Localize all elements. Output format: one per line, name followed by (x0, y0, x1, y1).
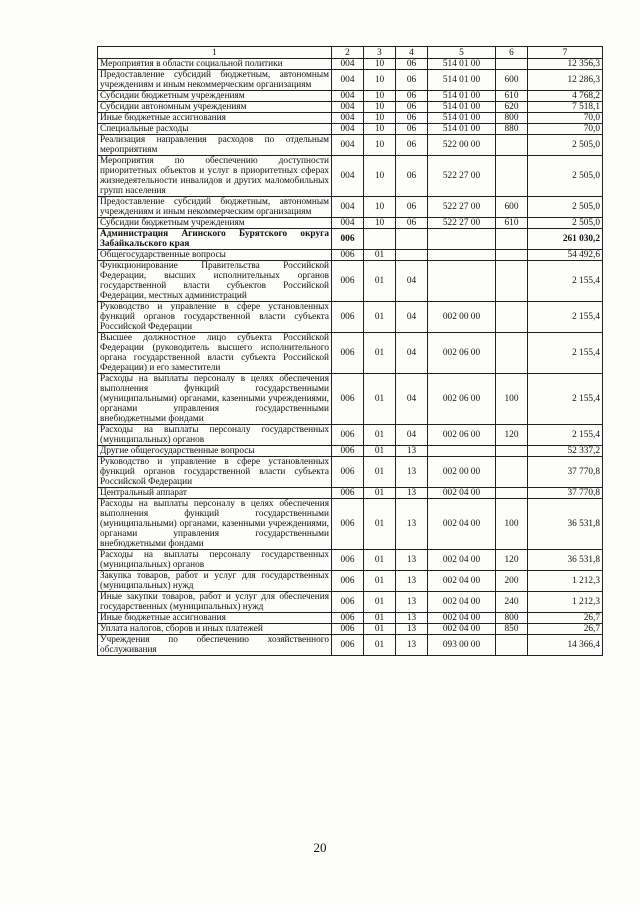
table-row (98, 635, 603, 656)
expense-type-cell (496, 156, 528, 197)
amount-cell: 37 770,8 (528, 457, 603, 488)
target-item-cell: 002 04 00 (428, 571, 496, 592)
subsection-cell: 06 (396, 70, 428, 91)
subsection-cell: 06 (396, 59, 428, 70)
expense-type-cell: 120 (496, 550, 528, 571)
amount-cell: 26,7 (528, 624, 603, 635)
expense-type-cell: 240 (496, 592, 528, 613)
table-row (98, 374, 603, 425)
target-item-cell: 002 04 00 (428, 499, 496, 550)
section-cell: 01 (364, 635, 396, 656)
subsection-cell: 06 (396, 218, 428, 229)
table-row (98, 333, 603, 374)
target-item-cell: 002 00 00 (428, 302, 496, 333)
target-item-cell (428, 229, 496, 250)
target-item-cell: 522 27 00 (428, 156, 496, 197)
expense-type-cell: 600 (496, 70, 528, 91)
section-cell: 01 (364, 374, 396, 425)
table-row (98, 624, 603, 635)
row-name-cell: Расходы на выплаты персоналу в целях обеспечения выполнения функций государственными (муниципальными) органами, казенными учреждениями, органами управления государственными внебюджетными фондами (98, 374, 332, 425)
subsection-cell: 06 (396, 197, 428, 218)
section-cell: 01 (364, 425, 396, 446)
expense-type-cell: 800 (496, 113, 528, 124)
target-item-cell: 002 04 00 (428, 592, 496, 613)
target-item-cell: 514 01 00 (428, 113, 496, 124)
section-cell: 10 (364, 59, 396, 70)
expense-type-cell (496, 457, 528, 488)
table-row (98, 197, 603, 218)
amount-cell: 2 155,4 (528, 261, 603, 302)
section-cell: 01 (364, 250, 396, 261)
amount-cell: 14 366,4 (528, 635, 603, 656)
section-cell: 01 (364, 613, 396, 624)
table-row (98, 457, 603, 488)
expense-type-cell (496, 488, 528, 499)
section-cell: 01 (364, 446, 396, 457)
target-item-cell (428, 250, 496, 261)
amount-cell: 36 531,8 (528, 499, 603, 550)
target-item-cell: 002 06 00 (428, 333, 496, 374)
ministry-code-cell: 004 (332, 197, 364, 218)
ministry-code-cell: 004 (332, 156, 364, 197)
row-name-cell: Расходы на выплаты персоналу государственных (муниципальных) органов (98, 425, 332, 446)
table-row (98, 70, 603, 91)
section-cell: 01 (364, 499, 396, 550)
target-item-cell: 002 06 00 (428, 425, 496, 446)
subsection-cell: 06 (396, 102, 428, 113)
amount-cell: 52 337,2 (528, 446, 603, 457)
target-item-cell: 522 27 00 (428, 197, 496, 218)
ministry-code-cell: 006 (332, 613, 364, 624)
subsection-cell: 13 (396, 592, 428, 613)
target-item-cell: 514 01 00 (428, 70, 496, 91)
subsection-cell: 13 (396, 457, 428, 488)
target-item-cell: 002 04 00 (428, 613, 496, 624)
amount-cell: 1 212,3 (528, 571, 603, 592)
subsection-cell: 13 (396, 499, 428, 550)
section-cell: 01 (364, 488, 396, 499)
subsection-cell: 06 (396, 91, 428, 102)
subsection-cell: 06 (396, 156, 428, 197)
subsection-cell (396, 229, 428, 250)
subsection-cell: 13 (396, 624, 428, 635)
target-item-cell: 002 04 00 (428, 488, 496, 499)
row-name-cell: Мероприятия по обеспечению доступности приоритетных объектов и услуг в приоритетных сферах жизнедеятельности инвалидов и других маломобильных групп населения (98, 156, 332, 197)
amount-cell: 2 505,0 (528, 135, 603, 156)
ministry-code-cell: 006 (332, 446, 364, 457)
row-name-cell: Функционирование Правительства Российской Федерации, высших исполнительных органов государственной власти субъектов Российской Федерации, местных администраций (98, 261, 332, 302)
amount-cell: 261 030,2 (528, 229, 603, 250)
row-name-cell: Субсидии бюджетным учреждениям (98, 91, 332, 102)
subsection-cell: 04 (396, 425, 428, 446)
section-cell: 10 (364, 91, 396, 102)
row-name-cell: Субсидии бюджетным учреждениям (98, 218, 332, 229)
row-name-cell: Предоставление субсидий бюджетным, автономным учреждениям и иным некоммерческим организациям (98, 70, 332, 91)
target-item-cell: 514 01 00 (428, 102, 496, 113)
subsection-cell: 13 (396, 550, 428, 571)
amount-cell: 12 286,3 (528, 70, 603, 91)
section-cell: 10 (364, 124, 396, 135)
subsection-cell: 04 (396, 261, 428, 302)
row-name-cell: Иные бюджетные ассигнования (98, 113, 332, 124)
target-item-cell: 002 04 00 (428, 624, 496, 635)
section-cell: 10 (364, 218, 396, 229)
table-row (98, 571, 603, 592)
ministry-code-cell: 006 (332, 624, 364, 635)
section-cell: 01 (364, 624, 396, 635)
amount-cell: 2 155,4 (528, 425, 603, 446)
expense-type-cell: 100 (496, 499, 528, 550)
row-name-cell: Предоставление субсидий бюджетным, автономным учреждениям и иным некоммерческим организациям (98, 197, 332, 218)
expense-type-cell (496, 135, 528, 156)
table-row (98, 59, 603, 70)
ministry-code-cell: 004 (332, 59, 364, 70)
column-header: 3 (364, 47, 396, 59)
expense-type-cell (496, 250, 528, 261)
ministry-code-cell: 006 (332, 571, 364, 592)
amount-cell: 36 531,8 (528, 550, 603, 571)
ministry-code-cell: 006 (332, 302, 364, 333)
expense-type-cell: 880 (496, 124, 528, 135)
expense-type-cell: 800 (496, 613, 528, 624)
ministry-code-cell: 006 (332, 374, 364, 425)
amount-cell: 2 155,4 (528, 333, 603, 374)
row-name-cell: Мероприятия в области социальной политики (98, 59, 332, 70)
amount-cell: 1 212,3 (528, 592, 603, 613)
target-item-cell: 522 00 00 (428, 135, 496, 156)
expense-type-cell (496, 261, 528, 302)
amount-cell: 2 505,0 (528, 218, 603, 229)
table-body (98, 59, 603, 656)
table-row (98, 446, 603, 457)
amount-cell: 4 768,2 (528, 91, 603, 102)
row-name-cell: Уплата налогов, сборов и иных платежей (98, 624, 332, 635)
target-item-cell (428, 261, 496, 302)
row-name-cell: Субсидии автономным учреждениям (98, 102, 332, 113)
ministry-code-cell: 004 (332, 218, 364, 229)
section-cell: 01 (364, 571, 396, 592)
table-header-row (98, 47, 603, 59)
subsection-cell: 13 (396, 446, 428, 457)
target-item-cell: 514 01 00 (428, 124, 496, 135)
table-row (98, 302, 603, 333)
section-cell: 01 (364, 302, 396, 333)
subsection-cell: 13 (396, 613, 428, 624)
expense-type-cell (496, 635, 528, 656)
subsection-cell: 13 (396, 488, 428, 499)
amount-cell: 37 770,8 (528, 488, 603, 499)
subsection-cell: 06 (396, 135, 428, 156)
table-row (98, 250, 603, 261)
expense-type-cell: 610 (496, 91, 528, 102)
target-item-cell: 002 04 00 (428, 550, 496, 571)
subsection-cell: 04 (396, 333, 428, 374)
ministry-code-cell: 006 (332, 499, 364, 550)
target-item-cell (428, 446, 496, 457)
section-cell: 10 (364, 156, 396, 197)
table-row (98, 425, 603, 446)
ministry-code-cell: 004 (332, 135, 364, 156)
expense-type-cell: 120 (496, 425, 528, 446)
table-row (98, 499, 603, 550)
target-item-cell: 514 01 00 (428, 91, 496, 102)
table-row (98, 488, 603, 499)
column-header: 5 (428, 47, 496, 59)
ministry-code-cell: 006 (332, 333, 364, 374)
table-row (98, 218, 603, 229)
section-cell: 10 (364, 135, 396, 156)
row-name-cell: Общегосударственные вопросы (98, 250, 332, 261)
ministry-code-cell: 006 (332, 261, 364, 302)
ministry-code-cell: 004 (332, 124, 364, 135)
column-header: 4 (396, 47, 428, 59)
expense-type-cell (496, 229, 528, 250)
section-cell (364, 229, 396, 250)
ministry-code-cell: 006 (332, 592, 364, 613)
section-cell: 01 (364, 550, 396, 571)
row-name-cell: Администрация Агинского Бурятского округа Забайкальского края (98, 229, 332, 250)
subsection-cell: 13 (396, 635, 428, 656)
section-cell: 10 (364, 113, 396, 124)
amount-cell: 70,0 (528, 113, 603, 124)
target-item-cell: 514 01 00 (428, 59, 496, 70)
target-item-cell: 093 00 00 (428, 635, 496, 656)
amount-cell: 2 505,0 (528, 156, 603, 197)
target-item-cell: 002 06 00 (428, 374, 496, 425)
expense-type-cell: 600 (496, 197, 528, 218)
section-cell: 10 (364, 102, 396, 113)
expense-type-cell: 200 (496, 571, 528, 592)
target-item-cell: 002 00 00 (428, 457, 496, 488)
subsection-cell: 06 (396, 113, 428, 124)
table-row (98, 229, 603, 250)
ministry-code-cell: 006 (332, 229, 364, 250)
ministry-code-cell: 006 (332, 250, 364, 261)
table-row (98, 113, 603, 124)
row-name-cell: Руководство и управление в сфере установленных функций органов государственной власти субъекта Российской Федерации (98, 302, 332, 333)
amount-cell: 70,0 (528, 124, 603, 135)
table-row (98, 102, 603, 113)
subsection-cell: 06 (396, 124, 428, 135)
amount-cell: 7 518,1 (528, 102, 603, 113)
column-header: 2 (332, 47, 364, 59)
table-row (98, 124, 603, 135)
section-cell: 01 (364, 261, 396, 302)
row-name-cell: Специальные расходы (98, 124, 332, 135)
ministry-code-cell: 004 (332, 91, 364, 102)
table-row (98, 91, 603, 102)
row-name-cell: Учреждения по обеспечению хозяйственного обслуживания (98, 635, 332, 656)
row-name-cell: Центральный аппарат (98, 488, 332, 499)
table-row (98, 261, 603, 302)
expense-type-cell (496, 446, 528, 457)
ministry-code-cell: 006 (332, 635, 364, 656)
table-row (98, 592, 603, 613)
column-header: 6 (496, 47, 528, 59)
section-cell: 01 (364, 333, 396, 374)
subsection-cell (396, 250, 428, 261)
amount-cell: 2 155,4 (528, 374, 603, 425)
amount-cell: 54 492,6 (528, 250, 603, 261)
amount-cell: 26,7 (528, 613, 603, 624)
expense-type-cell: 610 (496, 218, 528, 229)
row-name-cell: Иные закупки товаров, работ и услуг для обеспечения государственных (муниципальных) нужд (98, 592, 332, 613)
table-row (98, 613, 603, 624)
amount-cell: 12 356,3 (528, 59, 603, 70)
expense-type-cell: 100 (496, 374, 528, 425)
ministry-code-cell: 006 (332, 425, 364, 446)
section-cell: 10 (364, 70, 396, 91)
expense-type-cell (496, 302, 528, 333)
subsection-cell: 04 (396, 302, 428, 333)
column-header: 7 (528, 47, 603, 59)
table-row (98, 156, 603, 197)
table-row (98, 550, 603, 571)
row-name-cell: Расходы на выплаты персоналу в целях обеспечения выполнения функций государственными (муниципальными) органами, казенными учреждениями, органами управления государственными внебюджетными фондами (98, 499, 332, 550)
target-item-cell: 522 27 00 (428, 218, 496, 229)
budget-table (97, 46, 603, 656)
page-number: 20 (313, 840, 327, 855)
row-name-cell: Реализация направления расходов по отдельным мероприятиям (98, 135, 332, 156)
subsection-cell: 13 (396, 571, 428, 592)
table-row (98, 135, 603, 156)
section-cell: 01 (364, 592, 396, 613)
ministry-code-cell: 006 (332, 457, 364, 488)
ministry-code-cell: 004 (332, 102, 364, 113)
ministry-code-cell: 006 (332, 550, 364, 571)
expense-type-cell: 620 (496, 102, 528, 113)
subsection-cell: 04 (396, 374, 428, 425)
expense-type-cell: 850 (496, 624, 528, 635)
column-header: 1 (98, 47, 332, 59)
section-cell: 01 (364, 457, 396, 488)
ministry-code-cell: 004 (332, 70, 364, 91)
expense-type-cell (496, 59, 528, 70)
row-name-cell: Закупка товаров, работ и услуг для государственных (муниципальных) нужд (98, 571, 332, 592)
ministry-code-cell: 006 (332, 488, 364, 499)
row-name-cell: Расходы на выплаты персоналу государственных (муниципальных) органов (98, 550, 332, 571)
ministry-code-cell: 004 (332, 113, 364, 124)
row-name-cell: Руководство и управление в сфере установленных функций органов государственной власти субъекта Российской Федерации (98, 457, 332, 488)
section-cell: 10 (364, 197, 396, 218)
row-name-cell: Другие общегосударственные вопросы (98, 446, 332, 457)
amount-cell: 2 505,0 (528, 197, 603, 218)
expense-type-cell (496, 333, 528, 374)
amount-cell: 2 155,4 (528, 302, 603, 333)
row-name-cell: Иные бюджетные ассигнования (98, 613, 332, 624)
row-name-cell: Высшее должностное лицо субъекта Российской Федерации (руководитель высшего исполнительного органа государственной власти субъекта Российской Федерации) и его заместители (98, 333, 332, 374)
